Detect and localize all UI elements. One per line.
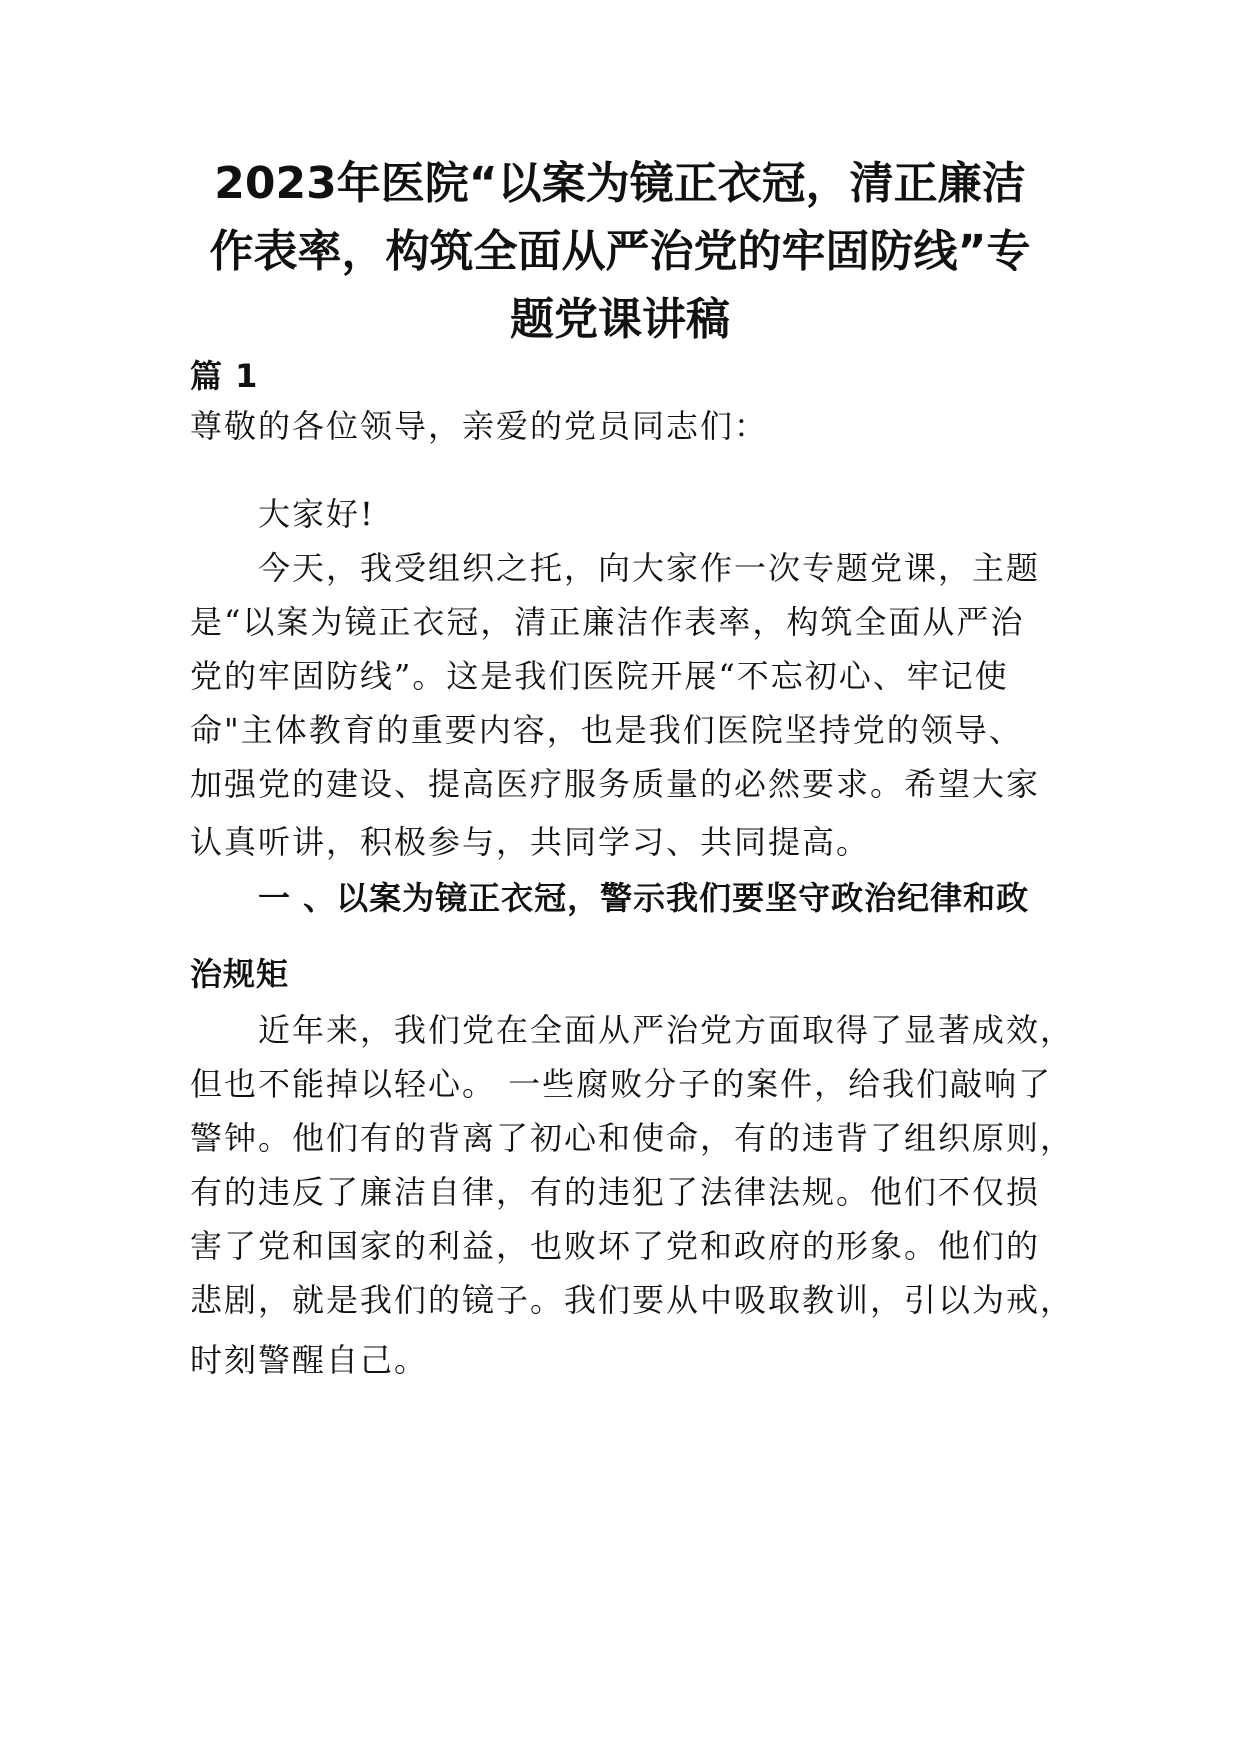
body-line-2: 但也不能掉以轻心。 一些腐败分子的案件，给我们敲响了 bbox=[190, 1065, 1053, 1103]
intro-line-5: 加强党的建设、提高医疗服务质量的必然要求。希望大家 bbox=[190, 765, 1041, 803]
intro-line-6: 认真听讲，积极参与，共同学习、共同提高。 bbox=[190, 823, 871, 861]
body-line-7: 时刻警醒自己。 bbox=[190, 1341, 429, 1379]
section-label: 篇 1 bbox=[190, 357, 259, 395]
document-title-line-3: 题党课讲稿 bbox=[510, 294, 730, 345]
intro-line-4: 命"主体教育的重要内容，也是我们医院坚持党的领导、 bbox=[190, 711, 1023, 749]
body-line-3: 警钟。他们有的背离了初心和使命，有的违背了组织原则， bbox=[190, 1119, 1075, 1157]
body-line-4: 有的违反了廉洁自律，有的违犯了法律法规。他们不仅损 bbox=[190, 1173, 1041, 1211]
greeting: 大家好! bbox=[258, 495, 375, 533]
body-line-6: 悲剧，就是我们的镜子。我们要从中吸取教训，引以为戒， bbox=[190, 1281, 1075, 1319]
salutation: 尊敬的各位领导，亲爱的党员同志们： bbox=[190, 407, 769, 445]
document-title-line-1: 2023年医院“以案为镜正衣冠，清正廉洁 bbox=[214, 158, 1026, 209]
intro-line-2: 是“以案为镜正衣冠，清正廉洁作表率，构筑全面从严治 bbox=[190, 603, 1025, 641]
heading-1-line-2: 治规矩 bbox=[190, 955, 290, 993]
heading-1-line-1: 一 、以案为镜正衣冠，警示我们要坚守政治纪律和政 bbox=[258, 879, 1030, 917]
intro-line-3: 党的牢固防线”。这是我们医院开展“不忘初心、牢记使 bbox=[190, 657, 1009, 695]
body-line-1: 近年来，我们党在全面从严治党方面取得了显著成效， bbox=[258, 1011, 1075, 1049]
document-title-line-2: 作表率，构筑全面从严治党的牢固防线”专 bbox=[209, 226, 1031, 277]
intro-line-1: 今天，我受组织之托，向大家作一次专题党课，主题 bbox=[258, 549, 1041, 587]
body-line-5: 害了党和国家的利益，也败坏了党和政府的形象。他们的 bbox=[190, 1227, 1041, 1265]
